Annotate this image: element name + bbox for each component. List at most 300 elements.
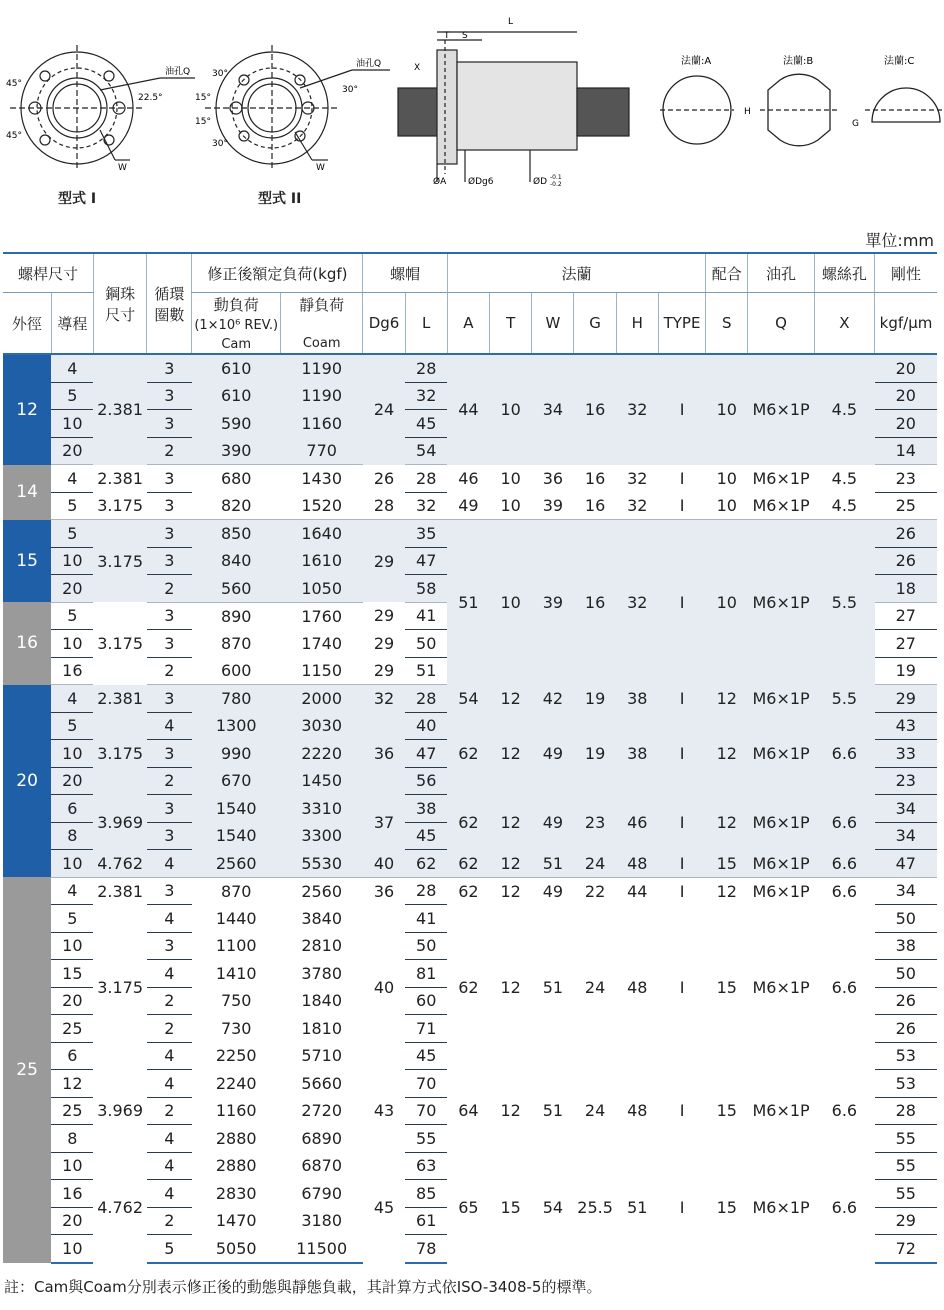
cell-W: 51 <box>532 850 574 878</box>
cell-lead: 4 <box>51 465 93 493</box>
cell-od: 15 <box>3 520 51 603</box>
cell-coam: 1050 <box>280 575 362 603</box>
cell-Q: M6×1P <box>752 1101 810 1121</box>
cell-W: 39 <box>532 520 574 685</box>
cell-Q: M6×1P <box>748 795 814 850</box>
cell-cam: 600 <box>192 657 280 685</box>
cell-H: 38 <box>616 685 658 713</box>
cell-circuits: 2 <box>147 987 192 1015</box>
hdr-screw-size: 螺桿尺寸 <box>3 253 93 293</box>
cell-coam: 1190 <box>280 354 362 382</box>
table-row <box>3 520 937 548</box>
cell-type: I <box>679 1101 685 1121</box>
hdr-fit: 配合 <box>706 253 748 293</box>
hdr-ball-l2: 尺寸 <box>105 305 136 324</box>
flange-c-label: 法蘭:C <box>884 56 915 67</box>
cell-L: 70 <box>405 1097 447 1125</box>
cell-rigidity: 26 <box>875 1015 937 1043</box>
cell-coam: 2810 <box>301 936 343 956</box>
cell-X: 4.5 <box>814 492 874 520</box>
cell-L: 51 <box>405 657 447 685</box>
cell-circuits: 2 <box>147 1207 192 1235</box>
cell-circuits: 3 <box>147 602 192 630</box>
cell-lead: 20 <box>51 575 93 603</box>
cell-L: 41 <box>405 905 447 933</box>
cell-lead: 10 <box>51 410 93 438</box>
cell-lead: 4 <box>51 685 93 713</box>
cell-cam: 560 <box>192 575 280 603</box>
cell-dg6: 24 <box>363 354 405 465</box>
cell-rigidity: 20 <box>875 382 937 410</box>
cell-circuits: 2 <box>147 657 192 685</box>
cell-W: 42 <box>532 685 574 713</box>
cell-type: I <box>658 795 705 850</box>
cell-rigidity: 20 <box>875 354 937 382</box>
cell-circuits: 3 <box>147 822 192 850</box>
cell-rigidity: 34 <box>875 795 937 823</box>
cell-dg6: 43 <box>373 1101 395 1121</box>
hdr-lead: 導程 <box>51 293 93 355</box>
cell-L: 71 <box>405 1015 447 1043</box>
cell-G: 24 <box>584 977 606 997</box>
cell-L: 55 <box>405 1125 447 1153</box>
cell-rigidity: 14 <box>875 437 937 465</box>
cell-cam: 730 <box>220 1018 252 1038</box>
cell-coam: 2720 <box>301 1101 343 1121</box>
hdr-G: G <box>574 293 616 355</box>
w-label-2: W <box>316 163 325 173</box>
cell-lead: 10 <box>51 740 93 768</box>
cell-G: 19 <box>574 685 616 713</box>
hdr-oil: 油孔 <box>748 253 814 293</box>
table-row <box>3 850 937 878</box>
cell-T: 12 <box>490 712 532 795</box>
hdr-nut: 螺帽 <box>363 253 447 293</box>
hdr-Q: Q <box>748 293 814 355</box>
hdr-L: L <box>405 293 447 355</box>
T-label: T <box>444 31 450 41</box>
hdr-dg6: Dg6 <box>363 293 405 355</box>
cell-cam: 2880 <box>215 1128 257 1148</box>
cell-type: I <box>658 685 705 713</box>
cell-lead: 10 <box>51 1235 93 1263</box>
cell-lead: 8 <box>51 1125 93 1153</box>
table-row <box>3 1070 937 1098</box>
cell-cam: 840 <box>192 547 280 575</box>
nut-side-view <box>398 32 629 182</box>
cell-circuits: 3 <box>147 354 192 382</box>
type2-label: 型式 II <box>258 191 302 207</box>
cell-rigidity: 33 <box>875 740 937 768</box>
cell-L: 45 <box>405 1042 447 1070</box>
cell-cam: 1440 <box>215 908 257 928</box>
cell-S: 15 <box>716 1101 737 1121</box>
cell-L: 85 <box>405 1180 447 1208</box>
cell-circuits: 3 <box>147 932 192 960</box>
cell-G: 25.5 <box>577 1197 613 1217</box>
cell-lead: 25 <box>51 1097 93 1125</box>
spec-table <box>3 252 937 1264</box>
cell-Q: M6×1P <box>752 1197 810 1217</box>
cell-cam: 1540 <box>192 822 280 850</box>
cell-lead: 4 <box>51 877 93 905</box>
cell-H: 38 <box>616 712 658 795</box>
cell-rigidity: 72 <box>875 1235 937 1263</box>
type1-label: 型式 I <box>58 191 97 207</box>
cell-L: 50 <box>405 630 447 658</box>
table-row <box>3 354 937 382</box>
cell-cam: 1470 <box>215 1211 257 1231</box>
cell-Q: M6×1P <box>752 881 810 901</box>
cell-lead: 10 <box>51 850 93 878</box>
cell-W: 49 <box>532 795 574 850</box>
cell-H: 32 <box>616 354 658 465</box>
flange-b-label: 法蘭:B <box>783 56 814 67</box>
cell-coam: 1150 <box>280 657 362 685</box>
cell-circuits: 3 <box>147 630 192 658</box>
cell-rigidity: 27 <box>875 630 937 658</box>
cell-cam: 1410 <box>215 963 257 983</box>
angle-45-a: 45° <box>6 79 22 89</box>
cell-S: 10 <box>716 468 737 488</box>
cell-W: 54 <box>542 1197 564 1217</box>
cell-rigidity: 34 <box>875 877 937 905</box>
table-body <box>3 354 937 1263</box>
cell-S: 10 <box>706 492 748 520</box>
cell-rigidity: 55 <box>875 1152 937 1180</box>
cell-L: 32 <box>405 382 447 410</box>
cell-A: 62 <box>447 712 489 795</box>
cell-Q: M6×1P <box>748 492 814 520</box>
cell-dg6: 29 <box>363 657 405 685</box>
cell-coam: 5710 <box>301 1046 343 1066</box>
cell-dg6: 32 <box>363 685 405 713</box>
cell-cam: 2880 <box>215 1156 257 1176</box>
cell-coam: 1190 <box>280 382 362 410</box>
cell-circuits: 4 <box>147 960 192 988</box>
cell-cam: 2830 <box>215 1183 257 1203</box>
cell-dg6: 29 <box>363 520 405 603</box>
cell-S: 12 <box>706 795 748 850</box>
cell-Q: M6×1P <box>748 520 814 685</box>
cell-ball: 3.175 <box>93 520 146 603</box>
cell-dg6: 37 <box>363 795 405 850</box>
cell-coam: 6790 <box>301 1183 343 1203</box>
angle-30-b: 30° <box>212 139 228 149</box>
dA-label: ØA <box>433 177 447 187</box>
angle-30-a: 30° <box>212 69 228 79</box>
cell-circuits: 4 <box>147 1070 192 1098</box>
cell-G: 16 <box>574 492 616 520</box>
cell-L: 28 <box>405 354 447 382</box>
cell-L: 58 <box>405 575 447 603</box>
cell-Q: M6×1P <box>748 354 814 465</box>
cell-T: 10 <box>490 492 532 520</box>
cell-H: 32 <box>627 468 648 488</box>
hdr-load: 修正後額定負荷(kgf) <box>192 253 363 293</box>
cell-rigidity: 34 <box>875 822 937 850</box>
cell-L: 28 <box>405 877 447 905</box>
cell-T: 12 <box>500 977 521 997</box>
cell-coam: 3180 <box>301 1211 343 1231</box>
cell-lead: 25 <box>51 1015 93 1043</box>
hdr-stat <box>280 293 362 355</box>
angle-45-b: 45° <box>6 131 22 141</box>
cell-coam: 3840 <box>301 908 343 928</box>
X-label: X <box>414 63 421 73</box>
hdr-stat-title: 靜負荷 <box>299 296 345 314</box>
dD-tol-top: -0.1 <box>550 174 562 181</box>
cell-X: 4.5 <box>814 354 874 465</box>
cell-H: 32 <box>616 520 658 685</box>
hdr-TYPE: TYPE <box>658 293 705 355</box>
cell-rigidity: 19 <box>875 657 937 685</box>
cell-ball: 2.381 <box>93 685 146 713</box>
cell-L: 35 <box>405 520 447 548</box>
cell-A: 54 <box>447 685 489 713</box>
cell-circuits: 3 <box>147 740 192 768</box>
cell-T: 12 <box>490 850 532 878</box>
hdr-dyn-title: 動負荷 <box>213 295 259 314</box>
flange-drawings <box>0 0 944 215</box>
cell-type: I <box>658 492 705 520</box>
cell-L: 63 <box>405 1152 447 1180</box>
cell-coam: 5530 <box>280 850 362 878</box>
cell-rigidity: 29 <box>875 1207 937 1235</box>
cell-H: 48 <box>616 850 658 878</box>
dDg6-label: ØDg6 <box>468 177 494 187</box>
cell-H: 44 <box>627 881 648 901</box>
hdr-cam: Cam <box>221 336 252 352</box>
cell-rigidity: 53 <box>875 1042 937 1070</box>
cell-rigidity: 25 <box>875 492 937 520</box>
table-header <box>3 253 937 354</box>
cell-circuits: 2 <box>147 1015 192 1043</box>
cell-X: 6.6 <box>831 977 858 997</box>
hdr-rigidity: 剛性 <box>875 253 937 293</box>
hdr-coam: Coam <box>302 336 341 351</box>
cell-S: 10 <box>706 520 748 685</box>
hdr-X: X <box>814 293 874 355</box>
cell-lead: 10 <box>51 932 93 960</box>
unit-label: 單位:mm <box>865 231 934 250</box>
cell-X: 6.6 <box>831 1197 858 1217</box>
cell-Q: M6×1P <box>748 685 814 713</box>
cell-coam: 1450 <box>280 767 362 795</box>
cell-L: 45 <box>405 410 447 438</box>
cell-coam: 3030 <box>280 712 362 740</box>
cell-cam: 870 <box>220 633 252 653</box>
cell-dg6: 28 <box>363 492 405 520</box>
cell-X: 6.6 <box>814 712 874 795</box>
cell-L: 62 <box>405 850 447 878</box>
cell-L: 41 <box>405 602 447 630</box>
cell-X: 6.6 <box>814 850 874 878</box>
cell-L: 32 <box>405 492 447 520</box>
oil-hole-label-1: 油孔Q <box>165 67 191 77</box>
cell-X: 6.6 <box>814 795 874 850</box>
cell-T: 12 <box>490 795 532 850</box>
cell-X: 4.5 <box>831 468 858 488</box>
cell-cam: 1540 <box>192 795 280 823</box>
flange-a-label: 法蘭:A <box>681 56 712 67</box>
cell-circuits: 2 <box>147 767 192 795</box>
cell-W: 36 <box>542 468 564 488</box>
w-label-1: W <box>118 163 127 173</box>
cell-T: 12 <box>500 881 521 901</box>
cell-T: 10 <box>500 468 521 488</box>
angle-22: 22.5° <box>138 93 163 103</box>
cell-coam: 6890 <box>301 1128 343 1148</box>
cell-circuits: 3 <box>147 382 192 410</box>
cell-coam: 1430 <box>301 469 343 488</box>
cell-cam: 990 <box>192 740 280 768</box>
cell-A: 51 <box>447 520 489 685</box>
cell-lead: 5 <box>51 602 93 630</box>
cell-circuits: 2 <box>147 437 192 465</box>
cell-circuits: 3 <box>147 492 192 520</box>
cell-lead: 20 <box>51 767 93 795</box>
technical-diagrams <box>0 0 944 215</box>
cell-T: 12 <box>500 1101 521 1121</box>
cell-Q: M6×1P <box>752 977 810 997</box>
cell-A: 65 <box>458 1197 479 1217</box>
cell-L: 28 <box>405 685 447 713</box>
cell-A: 46 <box>458 468 479 488</box>
cell-lead: 5 <box>51 382 93 410</box>
table-row <box>3 465 937 493</box>
cell-type: I <box>679 1197 685 1217</box>
cell-coam: 6870 <box>301 1156 343 1176</box>
cell-ball: 3.969 <box>97 1101 144 1121</box>
cell-cam: 610 <box>192 382 280 410</box>
cell-dg6: 45 <box>373 1197 395 1217</box>
cell-ball: 2.381 <box>93 354 146 465</box>
cell-circuits: 4 <box>147 1180 192 1208</box>
cell-rigidity: 28 <box>875 1097 937 1125</box>
cell-G: 16 <box>584 468 606 488</box>
cell-ball: 3.175 <box>93 712 146 795</box>
cell-ball: 3.175 <box>93 492 146 520</box>
cell-lead: 10 <box>51 630 93 658</box>
cell-A: 62 <box>458 977 479 997</box>
L-label: L <box>508 17 514 27</box>
flange-type-views <box>660 74 944 146</box>
table-row <box>3 905 937 933</box>
cell-circuits: 3 <box>147 685 192 713</box>
cell-coam: 1520 <box>280 492 362 520</box>
cell-lead: 12 <box>51 1070 93 1098</box>
cell-A: 44 <box>447 354 489 465</box>
cell-lead: 10 <box>51 1152 93 1180</box>
cell-L: 38 <box>405 795 447 823</box>
cell-circuits: 3 <box>147 410 192 438</box>
table-row <box>3 712 937 740</box>
cell-rigidity: 47 <box>875 850 937 878</box>
cell-X: 6.6 <box>831 1101 858 1121</box>
cell-G: 24 <box>574 850 616 878</box>
cell-lead: 4 <box>51 354 93 382</box>
cell-lead: 8 <box>51 822 93 850</box>
cell-S: 12 <box>706 685 748 713</box>
cell-lead: 20 <box>51 987 93 1015</box>
hdr-S: S <box>706 293 748 355</box>
cell-ball: 2.381 <box>97 468 144 488</box>
hdr-dyn-unit: (1×10⁶ REV.) <box>194 317 279 333</box>
cell-L: 50 <box>405 932 447 960</box>
cell-coam: 3310 <box>280 795 362 823</box>
cell-cam: 5050 <box>192 1235 280 1263</box>
cell-cam: 750 <box>220 991 252 1011</box>
S-label: S <box>462 31 468 41</box>
cell-L: 47 <box>405 547 447 575</box>
cell-cam: 820 <box>192 492 280 520</box>
cell-coam: 1740 <box>301 633 343 653</box>
cell-type: I <box>679 881 685 901</box>
cell-A: 62 <box>458 881 479 901</box>
cell-rigidity: 50 <box>875 905 937 933</box>
cell-cam: 670 <box>192 767 280 795</box>
cell-ball: 3.175 <box>97 977 144 997</box>
cell-dg6: 29 <box>373 633 395 653</box>
cell-L: 45 <box>405 822 447 850</box>
cell-G: 24 <box>584 1101 606 1121</box>
cell-dg6: 40 <box>363 850 405 878</box>
cell-X: 5.5 <box>814 685 874 713</box>
hdr-circuits <box>147 253 192 354</box>
cell-G: 16 <box>574 520 616 685</box>
cell-lead: 10 <box>51 547 93 575</box>
cell-A: 62 <box>447 850 489 878</box>
cell-L: 78 <box>405 1235 447 1263</box>
table-row <box>3 492 937 520</box>
cell-rigidity: 43 <box>875 712 937 740</box>
hdr-H: H <box>616 293 658 355</box>
cell-lead: 20 <box>51 1207 93 1235</box>
hdr-ball <box>93 253 146 354</box>
cell-H: 32 <box>616 492 658 520</box>
cell-type: I <box>658 850 705 878</box>
H-label: H <box>744 107 751 117</box>
cell-circuits: 5 <box>147 1235 192 1263</box>
cell-W: 39 <box>532 492 574 520</box>
cell-circuits: 4 <box>147 1152 192 1180</box>
cell-type: I <box>658 520 705 685</box>
cell-T: 10 <box>490 354 532 465</box>
cell-cam: 1100 <box>215 936 257 956</box>
cell-ball: 4.762 <box>93 850 146 878</box>
cell-L: 40 <box>405 712 447 740</box>
cell-H: 51 <box>627 1197 648 1217</box>
cell-rigidity: 18 <box>875 575 937 603</box>
cell-Q: M6×1P <box>748 712 814 795</box>
angle-30-c: 30° <box>342 85 358 95</box>
cell-L: 81 <box>405 960 447 988</box>
cell-rigidity: 29 <box>875 685 937 713</box>
cell-W: 49 <box>542 881 564 901</box>
cell-coam: 5660 <box>301 1073 343 1093</box>
cell-circuits: 3 <box>147 877 192 905</box>
cell-S: 15 <box>706 850 748 878</box>
cell-A: 64 <box>458 1101 479 1121</box>
cell-L: 47 <box>405 740 447 768</box>
cell-cam: 590 <box>192 410 280 438</box>
oil-hole-label-2: 油孔Q <box>356 59 382 69</box>
table-row <box>3 685 937 713</box>
cell-X: 6.6 <box>831 881 858 901</box>
cell-lead: 6 <box>51 1042 93 1070</box>
cell-lead: 5 <box>51 905 93 933</box>
